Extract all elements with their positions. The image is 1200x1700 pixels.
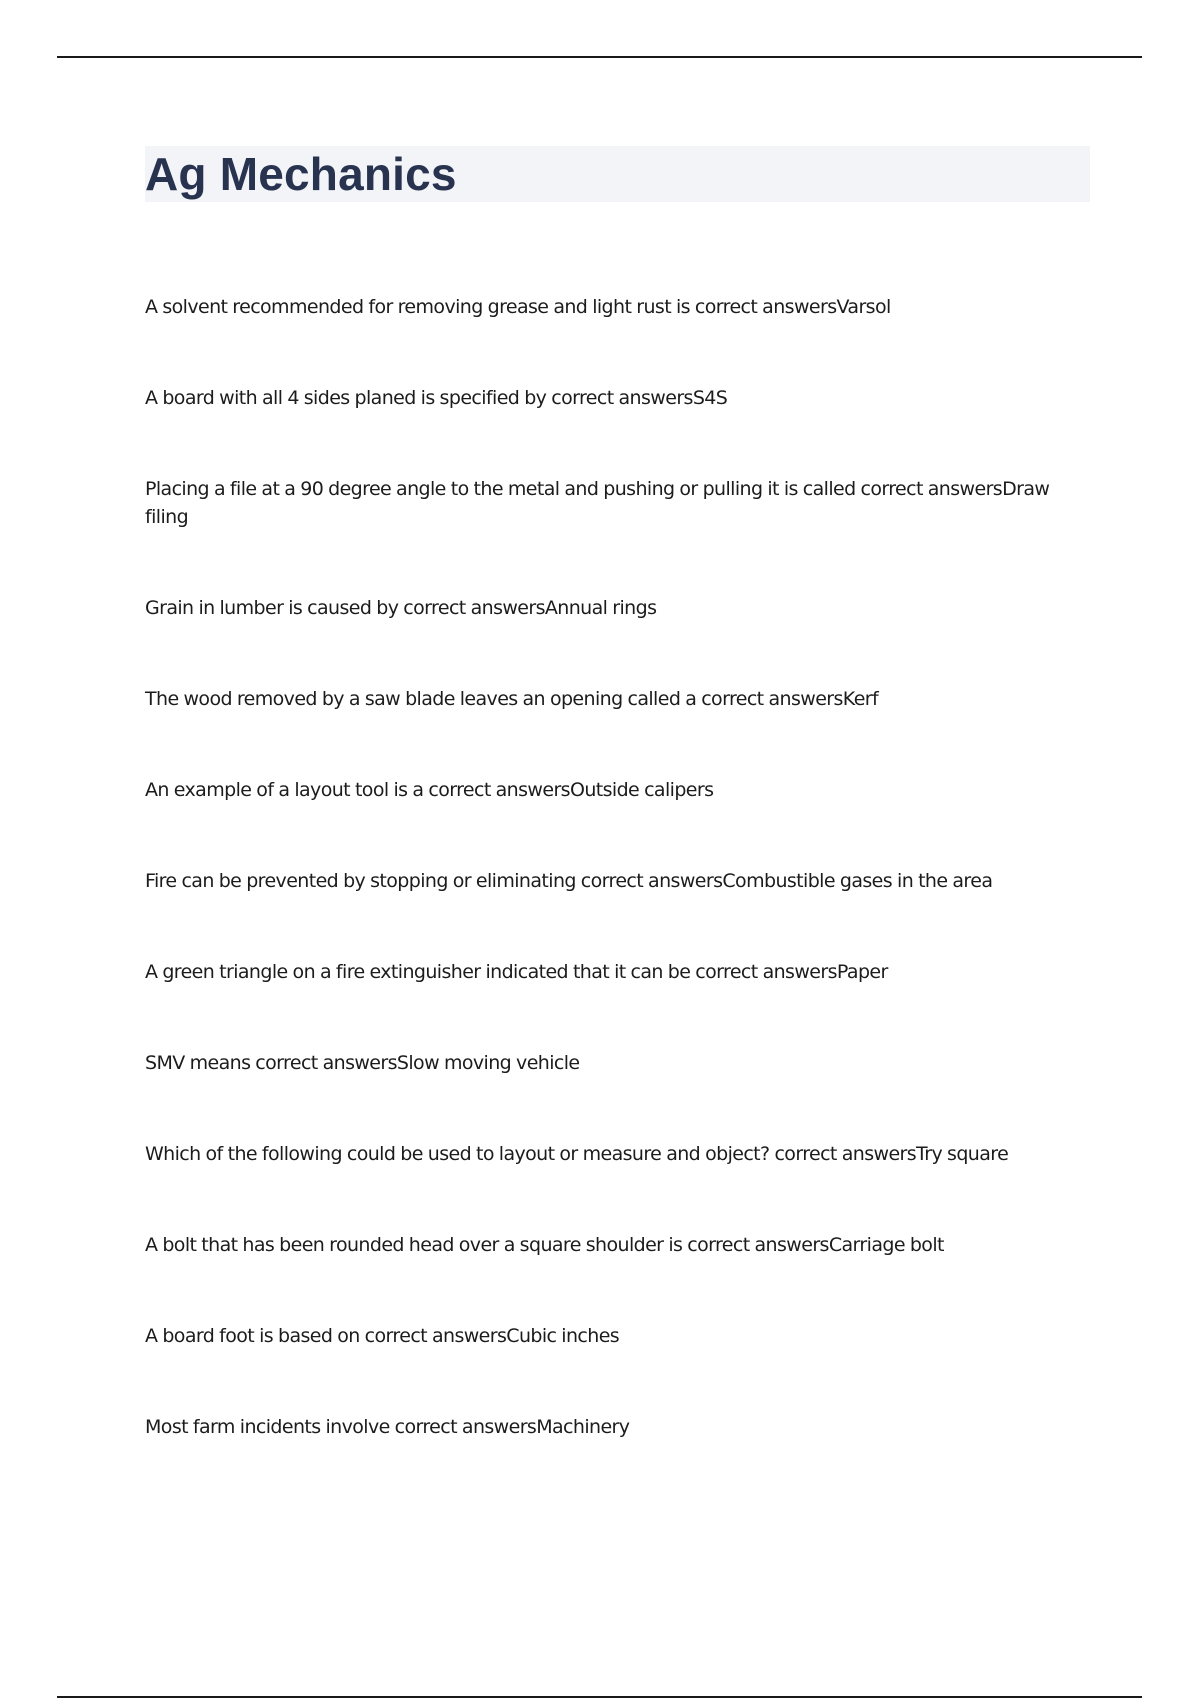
top-divider <box>57 56 1142 58</box>
question-answer-list <box>145 293 1065 1504</box>
list-item: An example of a layout tool is a correct answersOutside calipers <box>145 779 714 801</box>
list-item: Which of the following could be used to layout or measure and object? correct answersTry square <box>145 1143 1009 1165</box>
page-title: Ag Mechanics <box>145 148 457 200</box>
list-item: A green triangle on a fire extinguisher indicated that it can be correct answersPaper <box>145 961 888 983</box>
list-item: Fire can be prevented by stopping or eliminating correct answersCombustible gases in the area <box>145 870 993 892</box>
list-item: A solvent recommended for removing grease and light rust is correct answersVarsol <box>145 296 891 318</box>
bottom-divider <box>57 1696 1142 1698</box>
list-item: A bolt that has been rounded head over a square shoulder is correct answersCarriage bolt <box>145 1234 944 1256</box>
list-item: A board with all 4 sides planed is specified by correct answersS4S <box>145 387 728 409</box>
list-item: Most farm incidents involve correct answersMachinery <box>145 1416 630 1438</box>
list-item: The wood removed by a saw blade leaves an opening called a correct answersKerf <box>145 688 879 710</box>
list-item: SMV means correct answersSlow moving vehicle <box>145 1052 580 1074</box>
list-item: Grain in lumber is caused by correct answersAnnual rings <box>145 597 657 619</box>
list-item: Placing a file at a 90 degree angle to the metal and pushing or pulling it is called correct answersDraw filing <box>145 478 1050 528</box>
list-item: A board foot is based on correct answersCubic inches <box>145 1325 620 1347</box>
